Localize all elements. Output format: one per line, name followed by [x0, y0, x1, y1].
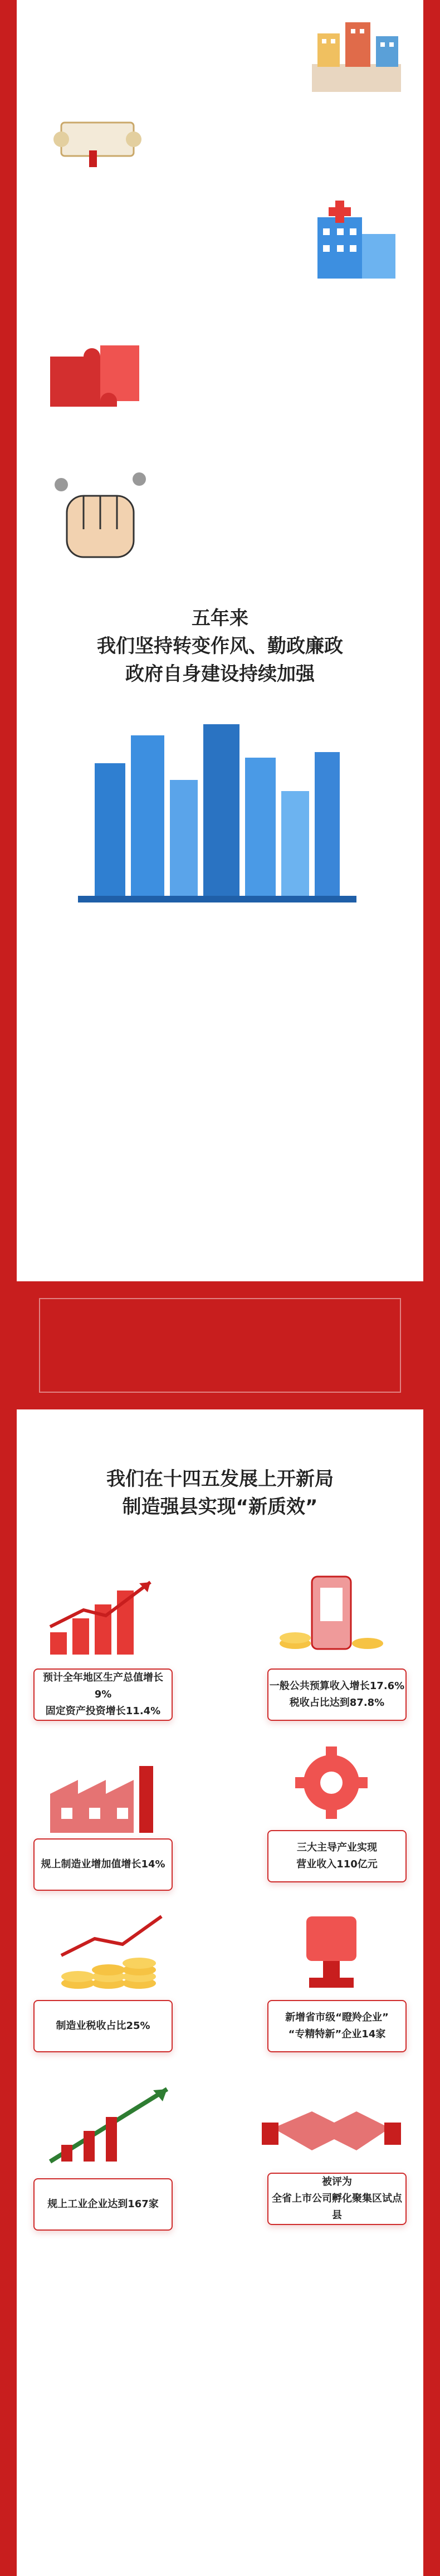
skyscrapers-icon [78, 719, 356, 902]
phone-coins-icon [262, 1571, 401, 1660]
buildings-cluster-icon [306, 11, 407, 95]
hospital-building-icon [306, 195, 407, 284]
factory-icon [39, 1749, 178, 1838]
new-quality-heading [17, 1465, 423, 1526]
work-style-paragraph [17, 947, 423, 1081]
bar-chart-arrow-icon [39, 1571, 178, 1660]
stat-card-tax-line-1: 制造业税收占比25% [56, 2020, 150, 2032]
stat-card-industries-line-2: 营业收入110亿元 [296, 1858, 378, 1870]
handshake-icon [262, 2078, 401, 2167]
stat-card-budget-line-1: 一般公共预算收入增长17.6% [269, 1680, 405, 1692]
stat-card-gdp [33, 1668, 173, 1721]
closing-paragraph [17, 2334, 423, 2546]
stat-card-listing-line-2: 全省上市公司孵化聚集区试点县 [272, 2193, 402, 2221]
new-quality-heading-line-2: 制造强县实现“新质效” [122, 1496, 318, 1518]
stat-card-tax [33, 2000, 173, 2052]
stat-card-listing [267, 2173, 407, 2225]
trophy-enterprise-icon [262, 1905, 401, 1994]
stat-card-gdp-line-1: 预计全年地区生产总值增长9% [43, 1672, 163, 1700]
new-quality-heading-line-1: 我们在十四五发展上开新局 [106, 1468, 334, 1490]
article-page [17, 0, 423, 2576]
five-years-heading-line-1: 五年来 [192, 607, 248, 630]
stats-grid [17, 1560, 423, 2323]
red-banner-panel [39, 1298, 401, 1393]
five-years-heading [17, 604, 423, 694]
stat-card-enterprises-line-1: 新增省市级“瞪羚企业” [285, 2012, 389, 2023]
five-years-heading-line-3: 政府自身建设持续加强 [125, 663, 315, 685]
red-banner [17, 1281, 423, 1409]
achievements-section [17, 0, 423, 591]
ladder-arrow-icon [39, 2078, 178, 2167]
stat-card-enterprises-line-2: “专精特新”企业14家 [288, 2028, 386, 2040]
five-years-heading-line-2: 我们坚持转变作风、勤政廉政 [97, 635, 343, 657]
gold-coins-icon [39, 1905, 178, 1994]
fist-shield-icon [39, 462, 162, 574]
puzzle-piece-icon [39, 334, 150, 418]
stat-card-manufacturing [33, 1838, 173, 1891]
stat-card-budget [267, 1668, 407, 1721]
stat-card-industries-line-1: 三大主导产业实现 [297, 1842, 377, 1853]
stat-card-enterprises [267, 2000, 407, 2052]
stat-card-enterprises-count-line-1: 规上工业企业达到167家 [47, 2198, 159, 2210]
stat-card-manufacturing-line-1: 规上制造业增加值增长14% [41, 1858, 165, 1870]
stat-card-enterprises-count [33, 2178, 173, 2231]
stat-card-gdp-line-2: 固定资产投资增长11.4% [45, 1705, 161, 1717]
stat-card-industries [267, 1830, 407, 1882]
stat-card-listing-line-1: 被评为 [322, 2176, 352, 2188]
gear-industry-icon [262, 1738, 401, 1827]
stat-card-budget-line-2: 税收占比达到87.8% [289, 1697, 385, 1709]
scroll-icon [50, 106, 145, 173]
